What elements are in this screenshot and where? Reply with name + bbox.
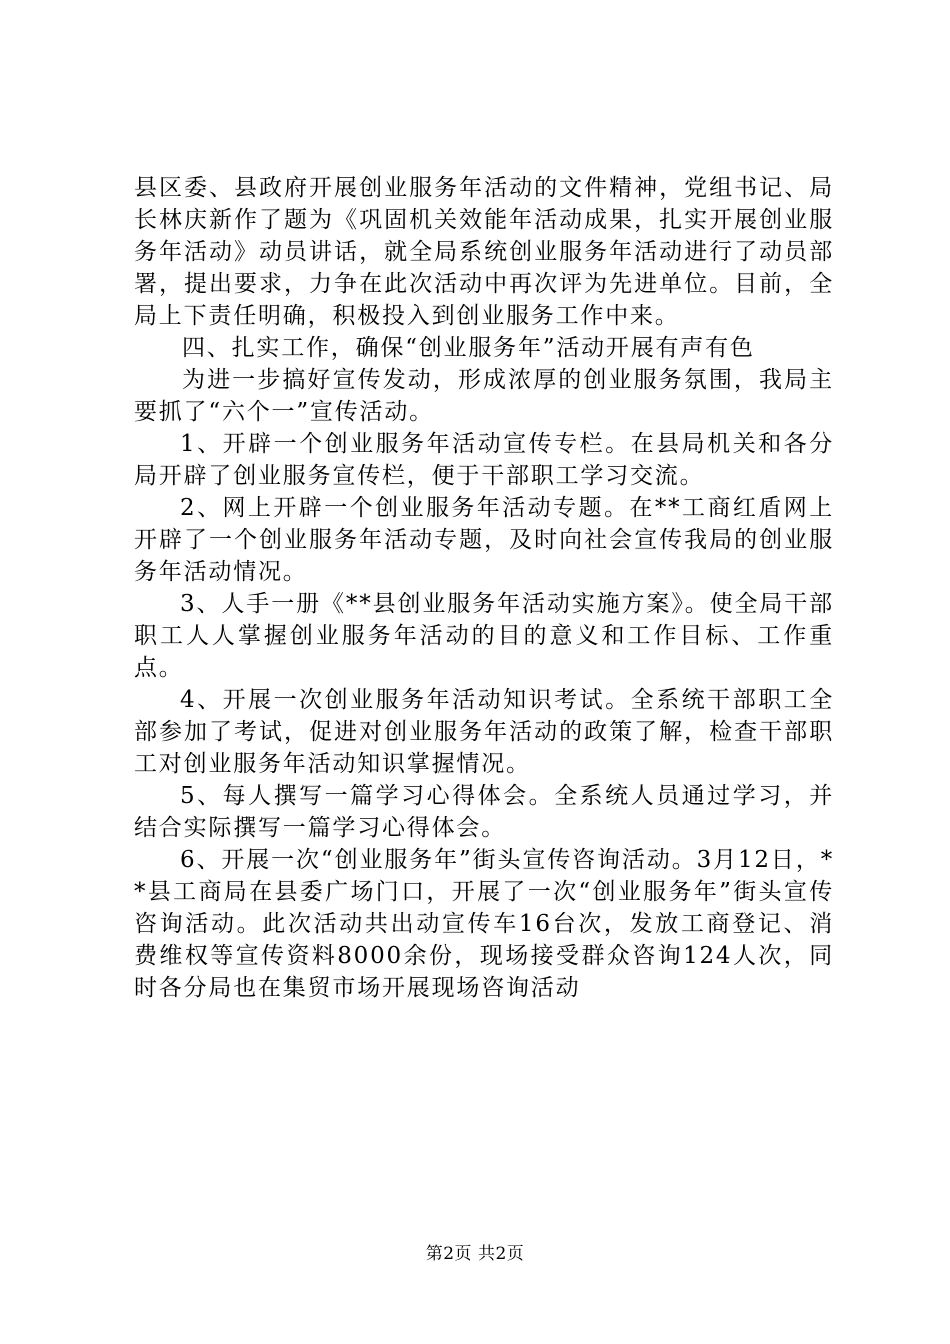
page-number-footer: 第2页 共2页 [425,1244,525,1264]
paragraph-item-3: 3、人手一册《**县创业服务年活动实施方案》。使全局干部职工人人掌握创业服务年活动的目的意义和工作目标、工作重点。 [134,591,834,681]
section-heading-four: 四、扎实工作，确保“创业服务年”活动开展有声有色 [182,335,755,361]
paragraph-intro: 为进一步搞好宣传发动，形成浓厚的创业服务氛围，我局主要抓了“六个一”宣传活动。 [134,367,834,425]
document-body [134,172,834,1004]
paragraph-continuation: 县区委、县政府开展创业服务年活动的文件精神，党组书记、局长林庆新作了题为《巩固机关效能年活动成果，扎实开展创业服务年活动》动员讲话，就全局系统创业服务年活动进行了动员部署，提出要求，力争在此次活动中再次评为先进单位。目前，全局上下责任明确，积极投入到创业服务工作中来。 [134,175,834,329]
paragraph-item-2: 2、网上开辟一个创业服务年活动专题。在**工商红盾网上开辟了一个创业服务年活动专题，及时向社会宣传我局的创业服务年活动情况。 [134,495,834,585]
paragraph-item-4: 4、开展一次创业服务年活动知识考试。全系统干部职工全部参加了考试，促进对创业服务年活动的政策了解，检查干部职工对创业服务年活动知识掌握情况。 [134,687,834,777]
paragraph-item-1: 1、开辟一个创业服务年活动宣传专栏。在县局机关和各分局开辟了创业服务宣传栏，便于干部职工学习交流。 [134,431,834,489]
paragraph-item-5: 5、每人撰写一篇学习心得体会。全系统人员通过学习，并结合实际撰写一篇学习心得体会。 [134,783,834,841]
paragraph-item-6: 6、开展一次“创业服务年”街头宣传咨询活动。3月12日，**县工商局在县委广场门口，开展了一次“创业服务年”街头宣传咨询活动。此次活动共出动宣传车16台次，发放工商登记、消费维权等宣传资料8000余份，现场接受群众咨询124人次，同时各分局也在集贸市场开展现场咨询活动 [134,847,834,1001]
